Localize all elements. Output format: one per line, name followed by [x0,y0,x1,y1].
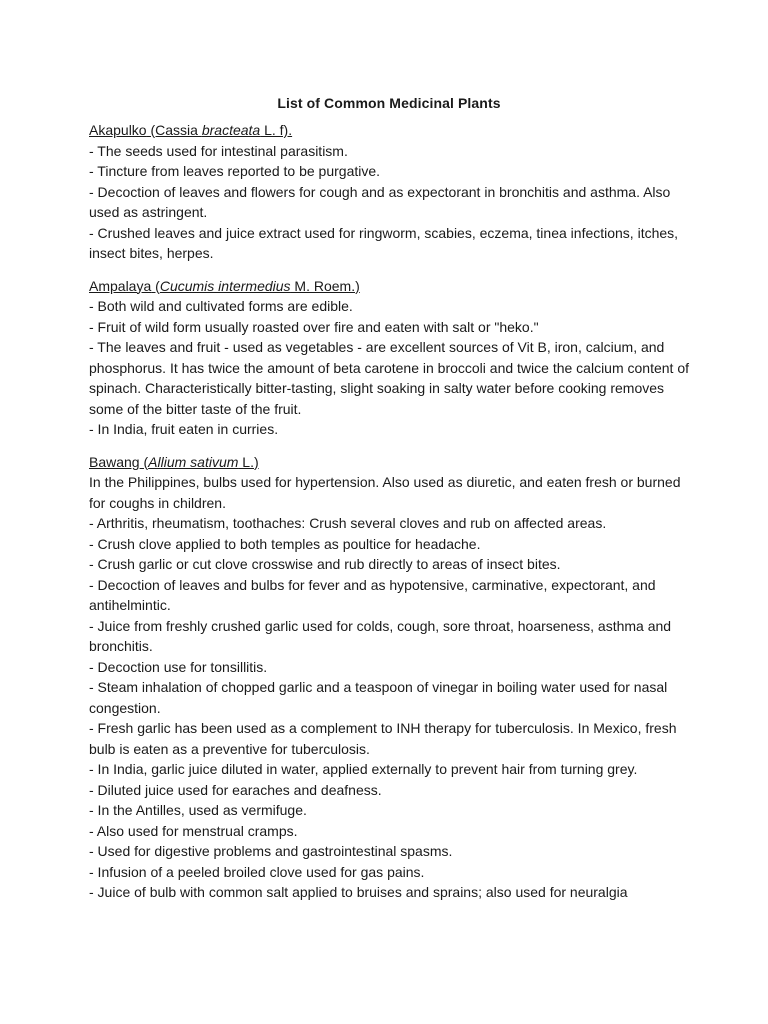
text-line: - The seeds used for intestinal parasitism. [89,142,348,159]
text-line: - In the Antilles, used as vermifuge. [89,802,307,818]
text-line: - Also used for menstrual cramps. [89,822,298,839]
text-line: - Both wild and cultivated forms are edible. [89,298,353,314]
text-line: - Infusion of a peeled broiled clove used for gas pains. [89,863,425,880]
text-line: - Juice of bulb with common salt applied to bruises and sprains; also used for neuralgia [89,884,628,900]
plant-common-name: Bawang [89,453,140,470]
text-line: - In India, fruit eaten in curries. [89,421,279,437]
plant-section-ampalaya [89,276,689,440]
text-line: - Decoction of leaves and bulbs for fever and as hypotensive, carminative, expectorant, and antihelmintic. [89,576,656,613]
plant-common-name: Ampalaya [89,277,152,294]
text-line: - Steam inhalation of chopped garlic and a teaspoon of vinegar in boiling water used for nasal congestion. [89,679,668,716]
page-title: List of Common Medicinal Plants [277,95,501,111]
document-page [89,88,689,915]
text-line: - Arthritis, rheumatism, toothaches: Crush several cloves and rub on affected areas. [89,515,607,531]
text-line: - Diluted juice used for earaches and deafness. [89,781,382,798]
text-line: - Tincture from leaves reported to be purgative. [89,163,381,179]
plant-section-bawang [89,452,689,903]
text-line: - Decoction of leaves and flowers for cough and as expectorant in bronchitis and asthma. Also used as astringent. [89,183,671,220]
text-line: - In India, garlic juice diluted in water, applied externally to prevent hair from turning grey. [89,761,638,777]
text-line: - The leaves and fruit - used as vegetables - are excellent sources of Vit B, iron, calcium, and phosphorus. It has twice the amount of beta carotene in broccoli and twice the calcium content of spinach. Characteristically bitter-tasting, slight soaking in salty water before cooking removes some of the bitter taste of the fruit. [89,339,690,417]
text-line: - Juice from freshly crushed garlic used for colds, cough, sore throat, hoarseness, asthma and bronchitis. [89,617,672,654]
plant-common-name: Akapulko [89,122,147,138]
plant-heading-post: M. Roem.) [290,277,360,294]
plant-heading-ampalaya [89,276,689,297]
text-line: - Crush garlic or cut clove crosswise and rub directly to areas of insect bites. [89,556,561,572]
text-line: - Fresh garlic has been used as a complement to INH therapy for tuberculosis. In Mexico, fresh bulb is eaten as a preventive for tuberculosis. [89,720,677,757]
plant-heading-post: L. f). [260,122,293,138]
plant-heading-bawang [89,452,689,473]
text-line: - Crushed leaves and juice extract used for ringworm, scabies, eczema, tinea infections, itches, insect bites, herpes. [89,224,679,261]
plant-heading-pre: ( [139,453,149,470]
plant-section-akapulko [89,120,689,264]
text-line: - Used for digestive problems and gastrointestinal spasms. [89,843,453,859]
plant-heading-akapulko [89,120,689,141]
plant-heading-pre: (Cassia [146,122,202,138]
text-line: - Fruit of wild form usually roasted over fire and eaten with salt or "heko." [89,318,539,335]
text-line: In the Philippines, bulbs used for hypertension. Also used as diuretic, and eaten fresh or burned for coughs in children. [89,474,681,511]
plant-scientific-name: bracteata [201,122,261,138]
plant-scientific-name: Cucumis intermedius [159,277,291,294]
text-line: - Crush clove applied to both temples as poultice for headache. [89,535,481,552]
plant-scientific-name: Allium sativum [148,453,239,470]
text-line: - Decoction use for tonsillitis. [89,658,268,675]
plant-heading-pre: ( [151,277,160,294]
plant-heading-post: L.) [238,453,259,470]
